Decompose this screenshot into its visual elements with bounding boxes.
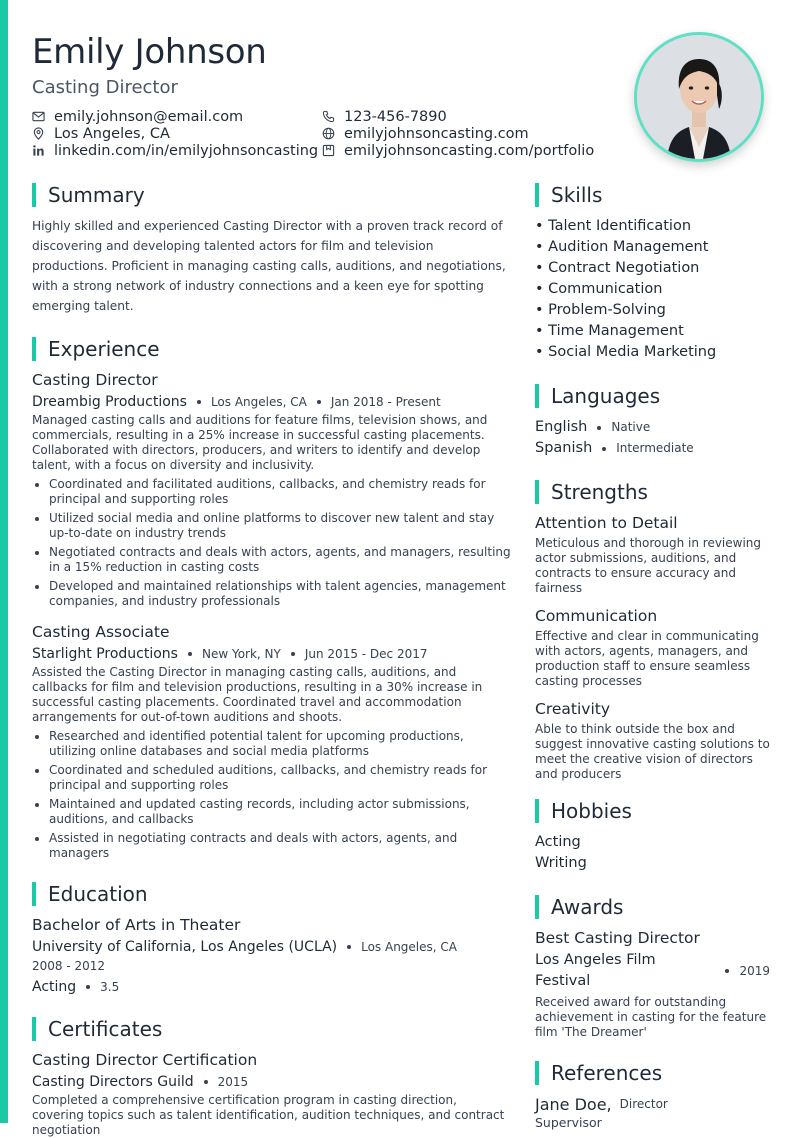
hobby-item: Writing	[535, 855, 587, 871]
list-item: Developed and maintained relationships with talent agencies, management companies, and industry professionals	[32, 579, 512, 609]
languages-heading-text: Languages	[551, 384, 661, 408]
strength-item	[535, 606, 770, 689]
separator-dot	[197, 400, 201, 404]
language-item	[535, 438, 770, 459]
skill-label: Audition Management	[548, 239, 709, 255]
separator-dot	[204, 1080, 208, 1084]
school-name: University of California, Los Angeles (UCLA)	[32, 939, 338, 955]
references-heading-text: References	[551, 1061, 663, 1085]
list-item: Coordinated and facilitated auditions, callbacks, and chemistry reads for principal and supporting roles	[32, 477, 512, 507]
award-org: Los Angeles Film Festival	[535, 952, 656, 989]
skills-list	[535, 216, 770, 363]
skill-label: Problem-Solving	[548, 302, 666, 318]
accent-bar	[0, 0, 8, 1123]
job-bullets	[32, 477, 512, 609]
list-item: Negotiated contracts and deals with actors, agents, and managers, resulting in a 15% reduction in casting costs	[32, 545, 512, 575]
heading-accent	[535, 480, 539, 504]
skill-label: Social Media Marketing	[548, 344, 717, 360]
contact-info	[32, 108, 612, 159]
strength-description: Able to think outside the box and suggest innovative casting solutions to meet the creative vision of directors and producers	[535, 722, 770, 781]
skill-item: • Communication	[535, 281, 663, 297]
language-name: Spanish	[535, 440, 593, 456]
map-pin-icon	[32, 127, 45, 140]
location-text: Los Angeles, CA	[54, 125, 170, 142]
school-location: Los Angeles, CA	[361, 940, 457, 954]
degree-title: Bachelor of Arts in Theater	[32, 916, 241, 934]
certificates-heading-text: Certificates	[48, 1017, 163, 1041]
certificate-issuer: Casting Directors Guild	[32, 1074, 194, 1090]
skill-item: • Audition Management	[535, 239, 709, 255]
reference-name: Jane Doe,	[535, 1095, 612, 1114]
field-name: Acting	[32, 979, 77, 995]
linkedin-icon	[32, 144, 45, 157]
list-item: Assisted in negotiating contracts and deals with actors, agents, and managers	[32, 831, 512, 861]
awards-heading-text: Awards	[551, 895, 624, 919]
job-description: Managed casting calls and auditions for feature films, television shows, and commercials, resulting in a 25% increase in successful casting placements. Collaborated with directors, producers, and writers to identify and develop talent, with a focus on diversity and inclusivity.	[32, 413, 488, 472]
separator-dot	[347, 945, 351, 949]
skill-label: Communication	[548, 281, 663, 297]
linkedin-text: linkedin.com/in/emilyjohnsoncasting	[54, 142, 319, 159]
strength-description: Effective and clear in communicating with actors, agents, managers, and production staff to ensure seamless casting processes	[535, 629, 759, 688]
candidate-title: Casting Director	[32, 77, 178, 98]
candidate-name: Emily Johnson	[32, 32, 267, 72]
heading-accent	[32, 183, 36, 207]
skill-item: • Talent Identification	[535, 218, 692, 234]
education-meta	[32, 938, 512, 956]
references-heading	[535, 1060, 770, 1086]
separator-dot	[317, 400, 321, 404]
summary-heading	[32, 182, 512, 208]
strength-description: Meticulous and thorough in reviewing actor submissions, auditions, and contracts to ensure accuracy and fairness	[535, 536, 762, 595]
strengths-heading-text: Strengths	[551, 480, 648, 504]
profile-photo	[634, 32, 764, 162]
hobby-item: Acting	[535, 834, 581, 850]
certificate-description: Completed a comprehensive certification program in casting direction, covering topics such as talent identification, audition techniques, and contract negotiation	[32, 1093, 505, 1137]
strengths-heading	[535, 479, 770, 505]
language-level: Intermediate	[616, 441, 694, 455]
experience-entry	[32, 622, 512, 861]
email-text: emily.johnson@email.com	[54, 108, 244, 125]
skills-heading	[535, 182, 770, 208]
job-bullets	[32, 729, 512, 861]
experience-heading-text: Experience	[48, 337, 160, 361]
language-level: Native	[611, 420, 651, 434]
certificate-name: Casting Director Certification	[32, 1051, 258, 1069]
heading-accent	[32, 882, 36, 906]
strength-item	[535, 699, 770, 782]
contact-location	[32, 125, 322, 142]
reference-role: Director	[619, 1097, 668, 1111]
education-dates: 2008 - 2012	[32, 959, 106, 973]
portrait-illustration	[637, 35, 761, 159]
award-meta	[535, 950, 770, 992]
education-heading-text: Education	[48, 882, 148, 906]
certificate-year: 2015	[217, 1075, 249, 1089]
heading-accent	[535, 384, 539, 408]
list-item: Coordinated and scheduled auditions, callbacks, and chemistry reads for principal and supporting roles	[32, 763, 512, 793]
job-meta	[32, 645, 512, 663]
job-location: Los Angeles, CA	[210, 395, 307, 409]
heading-accent	[32, 337, 36, 361]
contact-website[interactable]	[322, 125, 529, 142]
strength-item	[535, 513, 770, 596]
certificates-heading	[32, 1016, 512, 1042]
skill-item: • Social Media Marketing	[535, 344, 717, 360]
resume-header	[32, 30, 622, 100]
award-title: Best Casting Director	[535, 929, 700, 947]
education-heading	[32, 881, 512, 907]
skill-item: • Time Management	[535, 323, 684, 339]
award-description: Received award for outstanding achievement in casting for the feature film 'The Dreamer'	[535, 995, 767, 1039]
contact-phone[interactable]	[322, 108, 447, 125]
separator-dot	[86, 985, 90, 989]
company-name: Starlight Productions	[32, 646, 178, 662]
hobbies-heading	[535, 798, 770, 824]
right-column	[535, 182, 770, 1130]
job-title: Casting Director	[32, 371, 158, 389]
phone-text: 123-456-7890	[344, 108, 447, 125]
awards-heading	[535, 894, 770, 920]
heading-accent	[535, 1061, 539, 1085]
job-meta	[32, 393, 512, 411]
website-text: emilyjohnsoncasting.com	[344, 125, 529, 142]
job-description: Assisted the Casting Director in managing casting calls, auditions, and callbacks for film and television productions, resulting in a 30% increase in successful casting placements. Coordinated travel and accommodation arrangements for out-of-town auditions and shoots.	[32, 665, 483, 724]
skill-label: Time Management	[548, 323, 684, 339]
gpa-value: 3.5	[100, 980, 120, 994]
award-year: 2019	[739, 963, 770, 978]
separator-dot	[725, 969, 729, 973]
portfolio-text: emilyjohnsoncasting.com/portfolio	[344, 142, 595, 159]
heading-accent	[32, 1017, 36, 1041]
skill-item: • Contract Negotiation	[535, 260, 700, 276]
heading-accent	[535, 799, 539, 823]
envelope-icon	[32, 110, 45, 123]
language-item	[535, 417, 770, 438]
skill-item: • Problem-Solving	[535, 302, 666, 318]
strength-title: Attention to Detail	[535, 514, 678, 532]
strength-title: Creativity	[535, 700, 611, 718]
skills-heading-text: Skills	[551, 183, 603, 207]
summary-heading-text: Summary	[48, 183, 145, 207]
skill-label: Contract Negotiation	[548, 260, 700, 276]
phone-icon	[322, 110, 335, 123]
list-item: Maintained and updated casting records, including actor submissions, auditions, and callbacks	[32, 797, 512, 827]
skill-label: Talent Identification	[548, 218, 692, 234]
separator-dot	[602, 447, 606, 451]
contact-portfolio[interactable]	[322, 142, 594, 159]
hobbies-heading-text: Hobbies	[551, 799, 632, 823]
language-name: English	[535, 419, 588, 435]
contact-email[interactable]	[32, 108, 322, 125]
certificate-meta	[32, 1073, 512, 1091]
portfolio-icon	[322, 144, 335, 157]
summary-text: Highly skilled and experienced Casting Director with a proven track record of discovering and developing talented actors for film and television productions. Proficient in managing casting calls, auditions, and negotiations, with a strong network of industry connections and a keen eye for spotting emerging talent.	[32, 219, 506, 313]
company-name: Dreambig Productions	[32, 394, 187, 410]
globe-icon	[322, 127, 335, 140]
contact-linkedin[interactable]	[32, 142, 322, 159]
list-item: Researched and identified potential talent for upcoming productions, utilizing online databases and social media platforms	[32, 729, 512, 759]
job-title: Casting Associate	[32, 623, 170, 641]
left-column	[32, 182, 512, 1138]
reference-name-row	[535, 1094, 770, 1115]
list-item: Utilized social media and online platforms to discover new talent and stay up-to-date on industry trends	[32, 511, 512, 541]
strength-title: Communication	[535, 607, 658, 625]
separator-dot	[188, 652, 192, 656]
heading-accent	[535, 895, 539, 919]
job-location: New York, NY	[201, 647, 281, 661]
languages-heading	[535, 383, 770, 409]
separator-dot	[291, 652, 295, 656]
heading-accent	[535, 183, 539, 207]
education-field	[32, 978, 512, 996]
reference-relation: Supervisor	[535, 1115, 602, 1130]
job-dates: Jun 2015 - Dec 2017	[304, 647, 428, 661]
job-dates: Jan 2018 - Present	[330, 395, 441, 409]
experience-heading	[32, 336, 512, 362]
separator-dot	[597, 426, 601, 430]
experience-entry	[32, 370, 512, 609]
